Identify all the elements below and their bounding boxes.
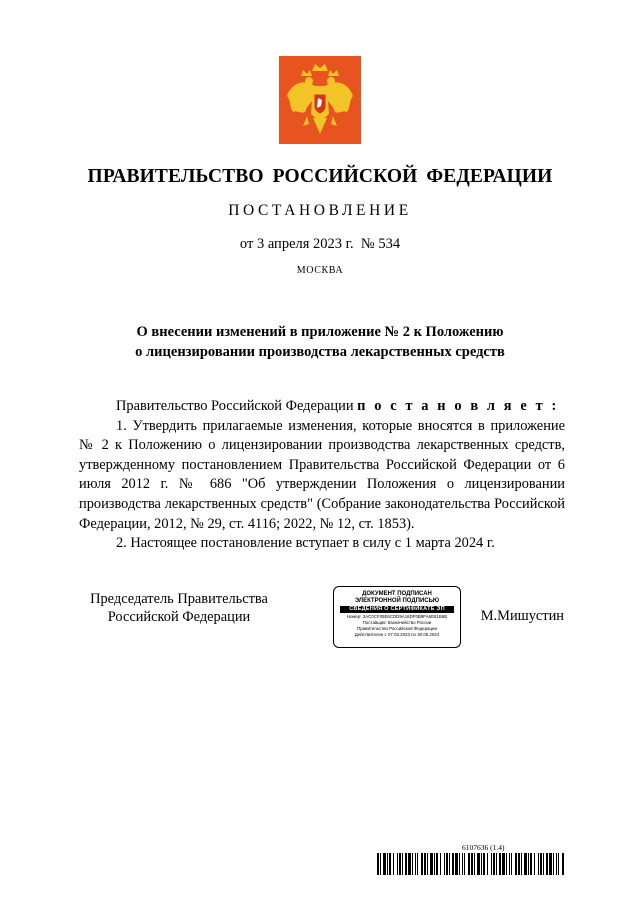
barcode-icon	[377, 853, 565, 875]
preamble-text: Правительство Российской Федерации	[116, 398, 354, 414]
stamp-serial: Номер: 3AC0CF05E6CDD9A16DF0B9FA6E81B6B	[346, 614, 448, 619]
signatory-name: М.Мишустин	[480, 608, 564, 624]
preamble-paragraph	[79, 397, 565, 417]
document-body	[79, 397, 565, 554]
date-number-line	[0, 236, 640, 253]
document-number: № 534	[360, 236, 401, 252]
document-date: от 3 апреля 2023 г.	[239, 236, 354, 252]
position-line-1: Председатель Правительства	[90, 591, 268, 607]
stamp-issuer: Поставщик: Казначейство России	[362, 620, 432, 625]
signatory-position	[79, 590, 279, 626]
paragraph-2: 2. Настоящее постановление вступает в силу с 1 марта 2024 г.	[116, 535, 495, 552]
stamp-owner: Правительство Российской Федерации	[357, 626, 437, 631]
internal-document-number: 6107636 (1.4)	[462, 843, 505, 852]
electronic-signature-stamp	[333, 586, 461, 648]
paragraph-1: 1. Утвердить прилагаемые изменения, которые вносятся в приложение № 2 к Положению о лицензировании производства лекарственных средств, утвержденному постановлением Правительства Российской Федерации от 6 июля 2012 г. № 686 "Об утверждении Положения о лицензировании производства лекарственных средств" (Собрание законодательства Российской Федерации, 2012, № 29, ст. 4116; 2022, № 12, ст. 1853).	[79, 417, 565, 532]
position-line-2: Российской Федерации	[107, 609, 251, 625]
stamp-validity: Действителен с 07.03.2023 по 30.05.2024	[354, 632, 440, 637]
subject-line-2: о лицензировании производства лекарственных средств	[135, 344, 505, 360]
stamp-line-1: ДОКУМЕНТ ПОДПИСАН	[362, 591, 432, 597]
city: МОСКВА	[296, 265, 344, 276]
coat-of-arms-emblem	[279, 56, 361, 144]
government-title: ПРАВИТЕЛЬСТВО РОССИЙСКОЙ ФЕДЕРАЦИИ	[87, 166, 553, 187]
document-subject	[0, 322, 640, 362]
stamp-line-2: ЭЛЕКТРОННОЙ ПОДПИСЬЮ	[354, 598, 440, 604]
stamp-banner: СВЕДЕНИЯ О СЕРТИФИКАТЕ ЭП	[340, 606, 454, 613]
subject-line-1: О внесении изменений в приложение № 2 к Положению	[136, 324, 504, 340]
decree-word: п о с т а н о в л я е т :	[357, 398, 559, 414]
stamp-header	[334, 591, 460, 605]
document-type: ПОСТАНОВЛЕНИЕ	[228, 202, 412, 219]
